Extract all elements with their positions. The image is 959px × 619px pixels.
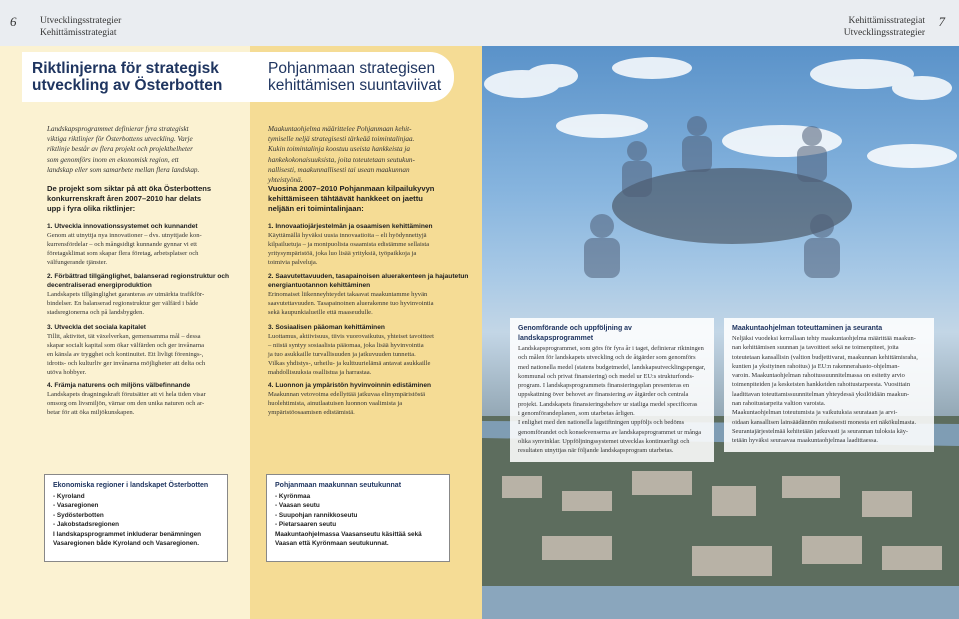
right-page-number: 7 — [938, 14, 945, 29]
left-page-number: 6 — [10, 14, 17, 29]
finnish-regions-box: Pohjanmaan maakunnan seutukunnat - Kyrönmaa - Vaasan seutu - Suupohjan rannikkoseutu - Pietarsaaren seutu Maakuntaohjelmassa Vaasanseutu käsittää sekä Vaasan että Kyrönmaan seutukunnat. — [266, 474, 450, 562]
swedish-regions-box: Ekonomiska regioner i landskapet Österbotten - Kyroland - Vasaregionen - Sydösterbotten - Jakobstadsregionen I landskapsprogrammet inkluderar benämningen Vasaregionen både Kyroland och Vasaregionen. — [44, 474, 228, 562]
swedish-item-2: 2. Förbättrad tillgänglighet, balanserad regionstruktur och decentraliserad energiproduktion Landskapets tillgänglighet garanteras av utmärkta trafikför- bindelser. En balanserad regionstruktur ger välfärd i både stadsregionerna och på landsbygden. — [47, 273, 230, 316]
clouds — [484, 57, 957, 168]
finnish-intro: Maakuntaohjelma määrittelee Pohjanmaan kehit- tymiselle neljä strategisesti tärkeää toimintalinjaa. Kukin toimintalinja koostuu useista hankkeista ja hankekokonaisuuksista, joita toteutetaan seutukun- nallisesti, maakunnallisesti tai usean maakunnan yhteistyönä. — [268, 125, 415, 185]
finnish-subheading: Vuosina 2007–2010 Pohjanmaan kilpailukyvyn kehittämiseen tähtäävät hankkeet on jaettu neljään eri toimintalinjaan: — [268, 184, 435, 213]
finnish-item-4: 4. Luonnon ja ympäristön hyvinvoinnin edistäminen Maakunnan vetovoima edellyttää jatkuvaa elinympäristöstä huolehtimista, ainutlaatuisen luonnon vaalimista ja ympäristöosaamisen edistämistä. — [268, 382, 432, 416]
finnish-item-3: 3. Sosiaalisen pääoman kehittäminen Luottamus, aktiivisuus, tiivis vuorovaikutus, yhteiset tavoitteet – niistä syntyy sosiaalista pääomaa, joka lisää hyvinvointia ja tuo asukkaille turvallisuuden ja jatkuvuuden tunnetta. Vilkas yhdistys-, urheilu- ja kulttuurielämä antavat asukkaille mahdollisuuksia osallistua ja harrastaa. — [268, 324, 434, 376]
finnish-implementation-box: Maakuntaohjelman toteuttaminen ja seuranta Neljäksi vuodeksi kerrallaan tehty maakuntaohjelma määrittää maakun- nan kehittämisen suunnan ja tavoitteet sekä ne toimenpiteet, joita toteutetaan kansallisin (valtion budjettivarat, maakunnan kehittämisraha, kuntien ja yksityinen rahoitus) ja EU:n rakennerahasto-ohjelman- varoin. Maakuntaohjelman rahoitussuunnitelmassa on esitetty arvio toimenpiteiden ja keskeisten hankkeiden rahoitustarpeesta. Vuosittain laadittavan toteuttamissuunnitelman yhteydessä yksilöidään maakun- nan rahoitustarpeita valtion varoista. Maakuntaohjelman toteutumista ja vaikutuksia seurataan ja arvi- oidaan kansallisen lainsäädännön mukaisesti monesta eri näkökulmasta. Seurantajärjestelmää kehitetään jatkuvasti ja seurannan tuloksia käy- tetään hyväksi seuraavaa maakuntaohjelmaa laadittaessa. — [724, 318, 934, 452]
swedish-title: Riktlinjerna för strategisk utveckling av Österbotten — [32, 60, 223, 94]
finnish-title: Pohjanmaan strategisen kehittämisen suuntaviivat — [268, 60, 442, 94]
finnish-item-1: 1. Innovaatiojärjestelmän ja osaamisen kehittäminen Käyttämällä hyväksi uusia innovaatioita – eli hyödynnettyjä kilpailuetuja – ja monipuolista osaamista edistämme sellaista yritysympäristöä, joka luo lisää yrityksiä, työpaikkoja ja toimivia palveluja. — [268, 223, 433, 266]
shore-water — [482, 586, 959, 619]
page-header-band — [0, 0, 959, 47]
swedish-intro: Landskapsprogrammet definierar fyra strategiskt viktiga riktlinjer för Österbottens utveckling. Varje riktlinje består av flera projekt och projekthelheter som genomförs inom en ekonomisk region, ett landskap eller som samarbete mellan flera landskap. — [47, 125, 200, 174]
left-running-header: Utvecklingsstrategier Kehittämisstrategiat — [40, 16, 122, 38]
swedish-item-4: 4. Främja naturens och miljöns välbefinnande Landskapets dragningskraft förutsätter att vi hela tiden visar omsorg om livsmiljön, värnar om den unika naturen och ar- betar för att öka miljökunskapen. — [47, 382, 206, 416]
photo-collage — [482, 46, 959, 619]
right-running-header: Kehittämisstrategiat Utvecklingsstrategier — [843, 16, 925, 38]
swedish-implementation-box: Genomförande och uppföljning av landskapsprogrammet Landskapsprogrammet, som görs för fyra år i taget, definierar riktningen och målen för landskapets utveckling och de åtgärder som genomförs med nationella medel (statens budgetmedel, landskapsutvecklingspengar, kommunal och privat finansiering) och medel ur EU:s strukturfonds- program. I landskapsprogrammets finansieringsplan presenteras en uppskattning över behovet av finansiering av åtgärder och centrala projekt. Landskapets finansieringsbehov ur statliga medel specificeras i genomförandeplanen, som utarbetas årligen. I enlighet med den nationella lagstiftningen uppföljs och bedöms genomförandet och konsekvenserna av landskapsprogrammet ur många olika synvinklar. Uppföljningssystemet utvecklas kontinuerligt och resultaten utnyttjas när följande landskapsprogram utarbetas. — [510, 318, 714, 462]
swedish-subheading: De projekt som siktar på att öka Österbottens konkurrenskraft åren 2007–2010 har delats upp i fyra olika riktlinjer: — [47, 184, 212, 213]
swedish-item-1: 1. Utveckla innovationssystemet och kunnandet Genom att utnyttja nya innovationer – dvs. utnyttjade kon- kurrensfördelar – och mångsidigt kunnande gynnar vi ett företagsklimat som skapar flera företag, arbetsplatser och välfungerande tjänster. — [47, 223, 202, 266]
swedish-item-3: 3. Utveckla det sociala kapitalet Tillit, aktivitet, tät växelverkan, gemensamma mål – dessa skapar socialt kapital som ökar välfärden och ger invånarna en känsla av trygghet och kontinuitet. Ett livligt förenings-, idrotts- och kulturliv ger invånarna möjligheter att delta och utöva hobbyer. — [47, 324, 206, 376]
finnish-item-2: 2. Saavutettavuuden, tasapainoisen aluerakenteen ja hajautetun energiantuotannon kehittäminen Erinomaiset liikenneyhteydet takaavat maakuntamme hyvän saavutettavuuden. Tasapainoinen aluerakenne tuo hyvinvointia sekä kaupunkialueille että maaseudulle. — [268, 273, 469, 316]
